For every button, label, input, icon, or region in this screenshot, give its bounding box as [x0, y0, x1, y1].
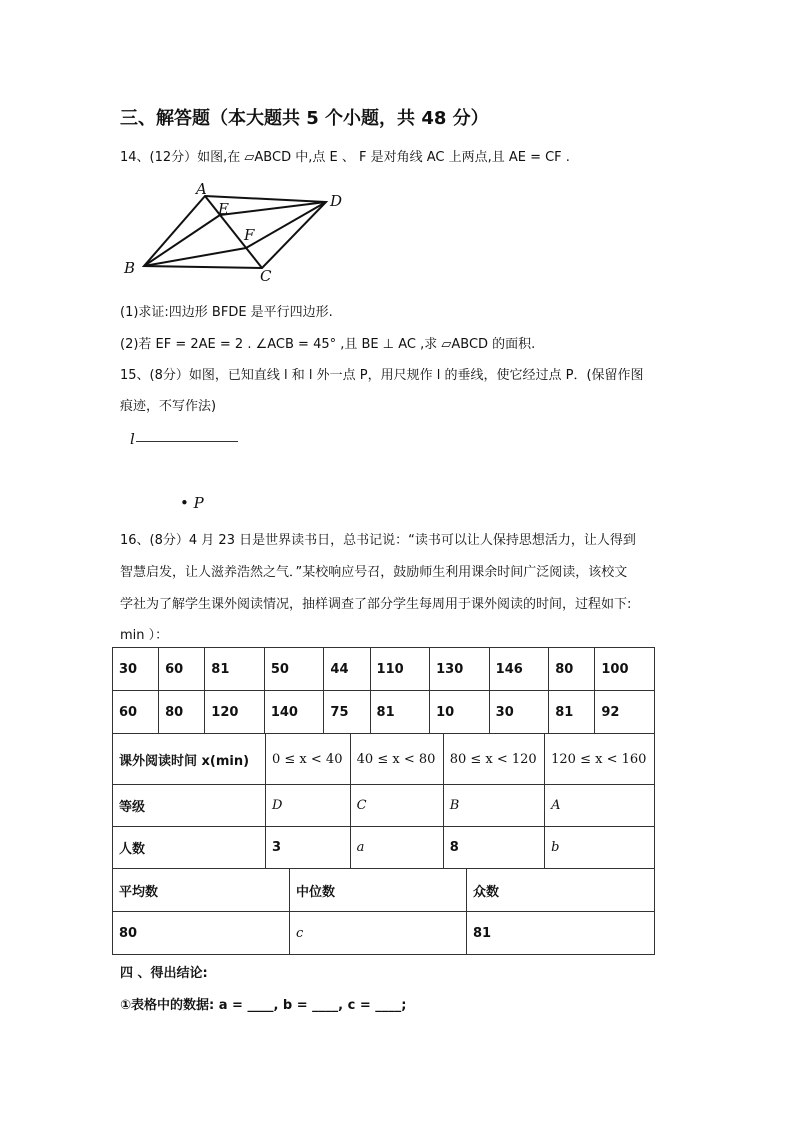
conclusion-heading: 四 、得出结论:	[120, 966, 208, 981]
table-cell: 92	[595, 691, 655, 734]
table-cell: 众数	[467, 869, 655, 912]
table-cell: c	[290, 912, 467, 955]
table-row	[113, 869, 655, 912]
q14-intro: 14、(12分）如图,在 ▱ABCD 中,点 E 、 F 是对角线 AC 上两点,且 AE = CF .	[120, 150, 570, 165]
table-cell: 30	[113, 648, 159, 691]
q16-line4: min ）：	[120, 628, 169, 643]
table-cell: C	[350, 785, 443, 827]
label-e: E	[218, 200, 229, 218]
table-cell: b	[545, 827, 655, 869]
raw-data-table	[112, 647, 655, 734]
label-b: B	[124, 259, 136, 277]
q14-part1: (1)求证:四边形 BFDE 是平行四边形.	[120, 305, 333, 320]
table-row	[113, 912, 655, 955]
table-cell: 80	[549, 648, 595, 691]
label-point-p: • P	[180, 494, 204, 512]
label-line-l: l	[130, 430, 135, 448]
q15-line1: 15、(8分）如图，已知直线 l 和 l 外一点 P，用尺规作 l 的垂线，使它经过点 P．(保留作图	[120, 368, 644, 383]
table-cell: 81	[467, 912, 655, 955]
section-heading: 三、解答题（本大题共 5 个小题，共 48 分）	[120, 108, 489, 129]
line-l	[136, 441, 238, 442]
table-cell: 80	[113, 912, 290, 955]
table-cell: 60	[113, 691, 159, 734]
table-cell: 100	[595, 648, 655, 691]
table-cell: 30	[489, 691, 549, 734]
table-cell: 60	[159, 648, 205, 691]
conclusion-line1: ①表格中的数据: a = ____, b = ____, c = ____;	[120, 998, 407, 1013]
table-cell: 130	[430, 648, 490, 691]
table-cell: D	[266, 785, 351, 827]
frequency-table	[112, 733, 655, 869]
q16-line3: 学社为了解学生课外阅读情况，抽样调查了部分学生每周用于课外阅读的时间，过程如下:	[120, 597, 632, 612]
table-cell: 课外阅读时间 x(min)	[113, 734, 266, 785]
table-cell: 0 ≤ x < 40	[266, 734, 351, 785]
table-cell: 140	[264, 691, 324, 734]
table-row	[113, 785, 655, 827]
table-cell: 120 ≤ x < 160	[545, 734, 655, 785]
label-c: C	[260, 267, 272, 282]
q14-part2: (2)若 EF = 2AE = 2 . ∠ACB = 45° ,且 BE ⊥ AC ,求 ▱ABCD 的面积.	[120, 337, 536, 352]
table-cell: 80	[159, 691, 205, 734]
table-cell: 44	[324, 648, 370, 691]
table-cell: 81	[549, 691, 595, 734]
table-cell: 3	[266, 827, 351, 869]
segment-df	[246, 202, 326, 248]
table-row	[113, 827, 655, 869]
q15-line2: 痕迹，不写作法)	[120, 399, 217, 414]
table-row	[113, 691, 655, 734]
table-cell: 等级	[113, 785, 266, 827]
table-cell: 10	[430, 691, 490, 734]
label-d: D	[330, 192, 343, 210]
q16-line1: 16、(8分）4 月 23 日是世界读书日，总书记说：“读书可以让人保持思想活力，让人得到	[120, 533, 636, 548]
table-cell: A	[545, 785, 655, 827]
table-cell: 40 ≤ x < 80	[350, 734, 443, 785]
table-cell: 50	[264, 648, 324, 691]
segment-de	[220, 202, 326, 215]
table-row	[113, 734, 655, 785]
table-cell: B	[443, 785, 544, 827]
table-cell: 81	[205, 648, 265, 691]
table-cell: 平均数	[113, 869, 290, 912]
table-cell: 人数	[113, 827, 266, 869]
table-cell: 120	[205, 691, 265, 734]
table-cell: 75	[324, 691, 370, 734]
parallelogram-figure	[118, 182, 358, 282]
table-cell: 中位数	[290, 869, 467, 912]
table-cell: 110	[370, 648, 430, 691]
label-f: F	[244, 226, 255, 244]
label-a: A	[196, 182, 207, 198]
stats-table	[112, 868, 655, 955]
table-cell: 80 ≤ x < 120	[443, 734, 544, 785]
segment-bf	[144, 248, 246, 266]
table-cell: 146	[489, 648, 549, 691]
table-cell: a	[350, 827, 443, 869]
table-cell: 81	[370, 691, 430, 734]
table-row	[113, 648, 655, 691]
parallelogram-abcd	[144, 196, 326, 268]
q16-line2: 智慧启发，让人滋养浩然之气．”某校响应号召，鼓励师生利用课余时间广泛阅读，该校文	[120, 565, 628, 580]
table-cell: 8	[443, 827, 544, 869]
